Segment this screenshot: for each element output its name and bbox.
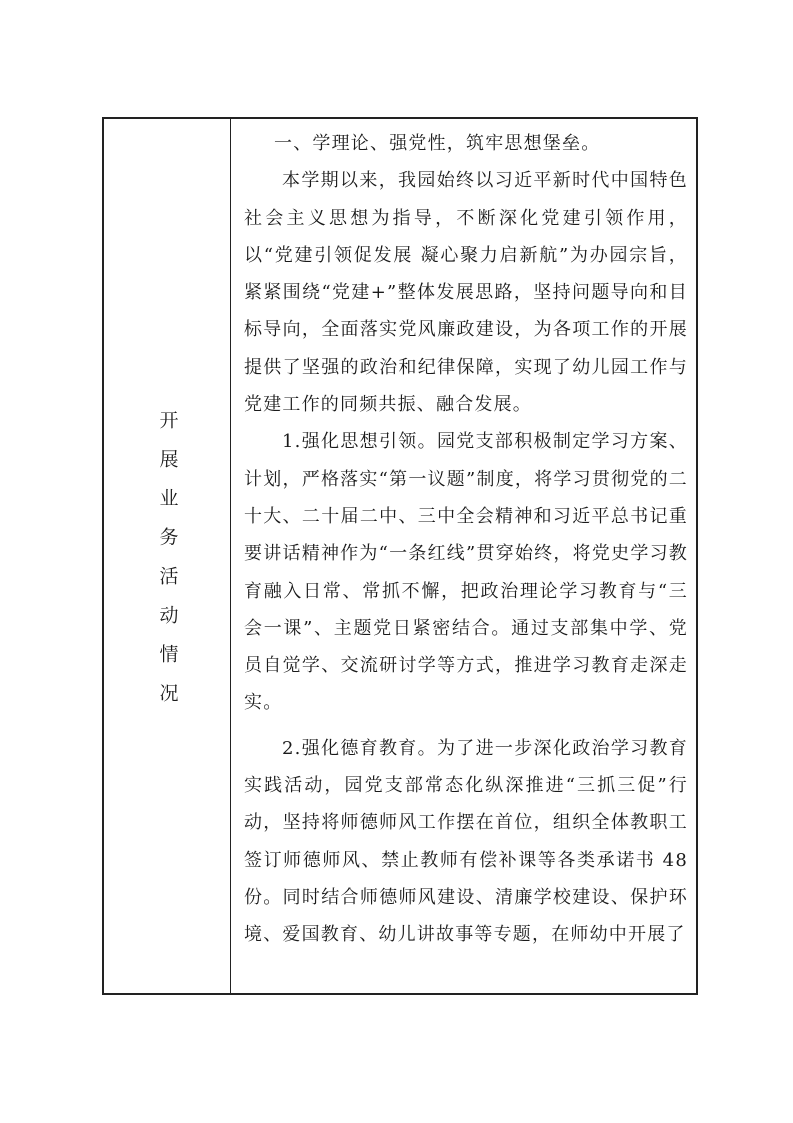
row-label-cell bbox=[104, 119, 231, 993]
section-heading: 一、学理论、强党性，筑牢思想堡垒。 bbox=[274, 133, 601, 154]
row-label: 开展业务活动情况 bbox=[156, 410, 179, 722]
paragraph-moral-education: 2.强化德育教育。为了进一步深化政治学习教育实践活动，园党支部常态化纵深推进“三抓三促”行动，坚持将师德师风工作摆在首位，组织全体教职工签订师德师风、禁止教师有偿补课等各类承诺书 48 份。同时结合师德师风建设、清廉学校建设、保护环境、爱国教育、幼儿讲故事等专题，在师幼中开展了 bbox=[244, 737, 688, 946]
content-cell bbox=[231, 119, 696, 993]
paragraph-intro: 本学期以来，我园始终以习近平新时代中国特色社会主义思想为指导，不断深化党建引领作用，以“党建引领促发展 凝心聚力启新航”为办园宗旨，紧紧围绕“党建+”整体发展思路，坚持问题导向和目标导向，全面落实党风廉政建设，为各项工作的开展提供了坚强的政治和纪律保障，实现了幼儿园工作与党建工作的同频共振、融合发展。 bbox=[244, 170, 688, 416]
paragraph-thought-guidance: 1.强化思想引领。园党支部积极制定学习方案、计划，严格落实“第一议题”制度，将学习贯彻党的二十大、二十届二中、三中全会精神和习近平总书记重要讲话精神作为“一条红线”贯穿始终，将党史学习教育融入日常、常抓不懈，把政治理论学习教育与“三会一课”、主题党日紧密结合。通过支部集中学、党员自觉学、交流研讨学等方式，推进学习教育走深走实。 bbox=[244, 431, 688, 714]
activity-form-table bbox=[102, 117, 698, 995]
paragraph-gap bbox=[244, 722, 688, 730]
